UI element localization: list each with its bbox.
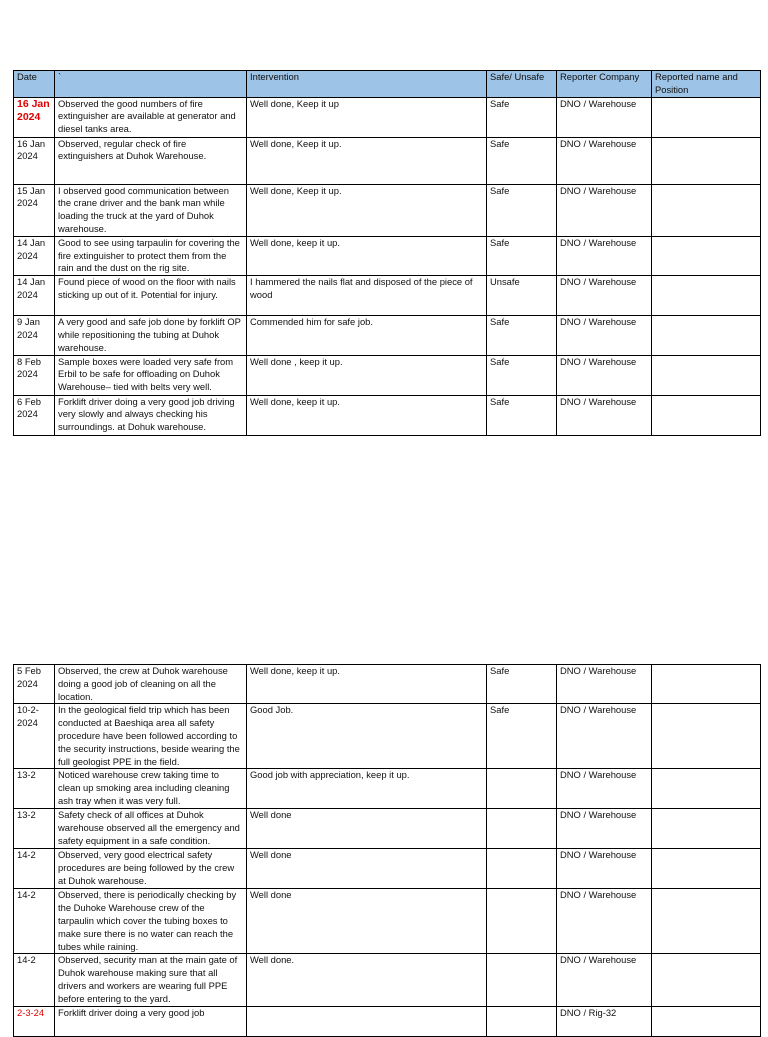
safe-unsafe-cell [487,849,557,889]
observation-cell: Forklift driver doing a very good job driving very slowly and always checking his surroundings. at Dohuk warehouse. [55,395,247,435]
reported-name-cell [652,665,761,704]
reported-name-cell [652,889,761,954]
reported-name-cell [652,97,761,137]
safe-unsafe-cell [487,1006,557,1036]
reporter-company-cell: DNO / Warehouse [557,355,652,395]
reporter-company-cell: DNO / Warehouse [557,769,652,809]
observation-table-1 [13,70,761,436]
reporter-company-cell: DNO / Warehouse [557,849,652,889]
reporter-company-cell: DNO / Warehouse [557,665,652,704]
date-cell: 14 Jan 2024 [14,236,55,275]
reporter-company-cell: DNO / Warehouse [557,276,652,316]
observation-cell: In the geological field trip which has been conducted at Baeshiqa area all safety procedure have been followed according to the security instructions, beside wearing the full geologist PPE in the field. [55,704,247,769]
reported-name-cell [652,184,761,236]
reporter-company-cell: DNO / Warehouse [557,236,652,275]
table-row [14,769,761,809]
table-header-row [14,71,761,98]
date-cell: 6 Feb 2024 [14,395,55,435]
reported-name-cell [652,316,761,355]
intervention-cell: I hammered the nails flat and disposed of the piece of wood [247,276,487,316]
reported-name-cell [652,769,761,809]
table-row [14,704,761,769]
date-cell: 8 Feb 2024 [14,355,55,395]
reported-name-cell [652,704,761,769]
observation-cell: Found piece of wood on the floor with nails sticking up out of it. Potential for injury. [55,276,247,316]
observation-cell: Forklift driver doing a very good job [55,1006,247,1036]
date-cell: 13-2 [14,769,55,809]
intervention-cell: Well done , keep it up. [247,355,487,395]
observation-cell: A very good and safe job done by forklift OP while repositioning the tubing at Duhok warehouse. [55,316,247,355]
date-cell: 2-3-24 [14,1006,55,1036]
intervention-cell: Well done, keep it up. [247,236,487,275]
safe-unsafe-cell: Safe [487,704,557,769]
reported-name-cell [652,954,761,1006]
table-row [14,809,761,849]
intervention-cell: Well done [247,809,487,849]
observation-cell: Observed, security man at the main gate of Duhok warehouse making sure that all drivers and workers are wearing full PPE before entering to the yard. [55,954,247,1006]
reported-name-cell [652,276,761,316]
date-cell: 14 Jan 2024 [14,276,55,316]
table-row [14,316,761,355]
reporter-company-cell: DNO / Warehouse [557,889,652,954]
observation-cell: Observed, the crew at Duhok warehouse doing a good job of cleaning on all the location. [55,665,247,704]
observation-cell: Observed, regular check of fire extinguishers at Duhok Warehouse. [55,137,247,184]
date-cell: 14-2 [14,954,55,1006]
intervention-cell: Well done, keep it up. [247,395,487,435]
reported-name-cell [652,137,761,184]
reporter-company-cell: DNO / Rig-32 [557,1006,652,1036]
table-row [14,355,761,395]
observation-cell: Sample boxes were loaded very safe from Erbil to be safe for offloading on Duhok Warehouse– tied with belts very well. [55,355,247,395]
header-intervention: Intervention [247,71,487,98]
observation-cell: Safety check of all offices at Duhok warehouse observed all the emergency and safety equipment in a safe condition. [55,809,247,849]
reported-name-cell [652,236,761,275]
observation-cell: Noticed warehouse crew taking time to clean up smoking area including cleaning ash tray when it was very full. [55,769,247,809]
table-row [14,665,761,704]
date-cell: 14-2 [14,889,55,954]
table-row [14,954,761,1006]
table-row [14,97,761,137]
reported-name-cell [652,849,761,889]
date-cell: 14-2 [14,849,55,889]
header-reporter-company: Reporter Company [557,71,652,98]
date-cell: 13-2 [14,809,55,849]
safe-unsafe-cell: Safe [487,236,557,275]
safe-unsafe-cell: Safe [487,355,557,395]
intervention-cell: Well done, Keep it up. [247,184,487,236]
reporter-company-cell: DNO / Warehouse [557,137,652,184]
safe-unsafe-cell [487,809,557,849]
safe-unsafe-cell: Safe [487,665,557,704]
header-date: Date [14,71,55,98]
date-cell: 10-2-2024 [14,704,55,769]
intervention-cell: Well done [247,849,487,889]
date-cell: 16 Jan 2024 [14,97,55,137]
header-reported-name: Reported name and Position [652,71,761,98]
table-row [14,137,761,184]
intervention-cell: Commended him for safe job. [247,316,487,355]
table-row [14,395,761,435]
intervention-cell: Well done. [247,954,487,1006]
safe-unsafe-cell: Unsafe [487,276,557,316]
intervention-cell: Good job with appreciation, keep it up. [247,769,487,809]
intervention-cell: Well done, keep it up. [247,665,487,704]
safe-unsafe-cell: Safe [487,184,557,236]
safe-unsafe-cell: Safe [487,316,557,355]
safe-unsafe-cell [487,769,557,809]
reporter-company-cell: DNO / Warehouse [557,809,652,849]
reported-name-cell [652,1006,761,1036]
observation-cell: Observed the good numbers of fire extinguisher are available at generator and diesel tanks area. [55,97,247,137]
table-row [14,276,761,316]
observation-cell: Observed, there is periodically checking by the Duhoke Warehouse crew of the tarpaulin which cover the tubing boxes to make sure there is no water can reach the tubes while raining. [55,889,247,954]
safe-unsafe-cell [487,889,557,954]
table-row [14,849,761,889]
reporter-company-cell: DNO / Warehouse [557,704,652,769]
reporter-company-cell: DNO / Warehouse [557,954,652,1006]
intervention-cell: Well done [247,889,487,954]
table-row [14,236,761,275]
safe-unsafe-cell: Safe [487,137,557,184]
date-cell: 15 Jan 2024 [14,184,55,236]
reporter-company-cell: DNO / Warehouse [557,97,652,137]
header-safe-unsafe: Safe/ Unsafe [487,71,557,98]
reporter-company-cell: DNO / Warehouse [557,184,652,236]
date-cell: 16 Jan 2024 [14,137,55,184]
reported-name-cell [652,809,761,849]
reporter-company-cell: DNO / Warehouse [557,316,652,355]
safe-unsafe-cell: Safe [487,97,557,137]
intervention-cell: Well done, Keep it up. [247,137,487,184]
reported-name-cell [652,355,761,395]
observation-cell: Good to see using tarpaulin for covering the fire extinguisher to protect them from the rain and the dust on the rig site. [55,236,247,275]
table-row [14,1006,761,1036]
reported-name-cell [652,395,761,435]
table-row [14,889,761,954]
table-row [14,184,761,236]
date-cell: 9 Jan 2024 [14,316,55,355]
observation-cell: I observed good communication between the crane driver and the bank man while loading the truck at the yard of Duhok warehouse. [55,184,247,236]
date-cell: 5 Feb 2024 [14,665,55,704]
safe-unsafe-cell: Safe [487,395,557,435]
observation-table-2 [13,664,761,1037]
safe-unsafe-cell [487,954,557,1006]
intervention-cell: Well done, Keep it up [247,97,487,137]
intervention-cell: Good Job. [247,704,487,769]
intervention-cell [247,1006,487,1036]
header-observation: ` [55,71,247,98]
observation-cell: Observed, very good electrical safety procedures are being followed by the crew at Duhok warehouse. [55,849,247,889]
reporter-company-cell: DNO / Warehouse [557,395,652,435]
